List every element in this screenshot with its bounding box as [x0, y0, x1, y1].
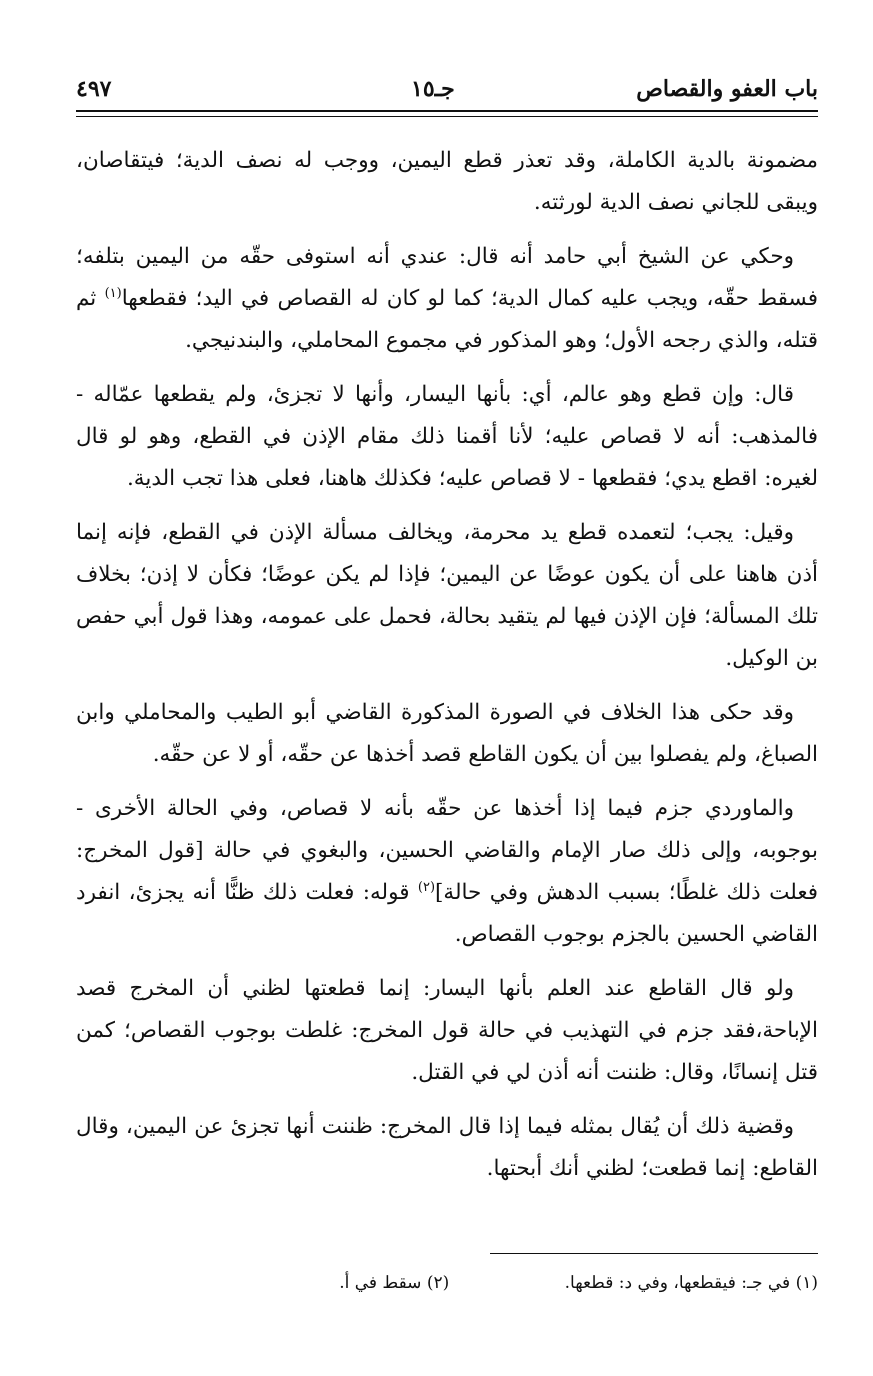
volume-label: جـ١٥: [411, 76, 455, 102]
paragraph: مضمونة بالدية الكاملة، وقد تعذر قطع اليمين، ووجب له نصف الدية؛ فيتقاصان، ويبقى للجاني نصف الدية لورثته.: [76, 148, 818, 215]
main-text: [76, 140, 818, 1202]
header-rule-thin: [76, 116, 818, 117]
page-number: ٤٩٧: [76, 76, 112, 102]
footnote-separator: [490, 1253, 818, 1254]
page-header: [76, 70, 818, 110]
footnote: (٢) سقط في أ.: [339, 1273, 450, 1293]
paragraph: وحكي عن الشيخ أبي حامد أنه قال: عندي أنه استوفى حقّه من اليمين بتلفه؛ فسقط حقّه، ويجب عليه كمال الدية؛ كما لو كان له القصاص في اليد؛ فقطعها$^{(١)}$ ثم قتله، والذي رجحه الأول؛ وهو المذكور في مجموع المحاملي، والبندنيجي.: [76, 244, 818, 353]
paragraph: وقد حكى هذا الخلاف في الصورة المذكورة القاضي أبو الطيب والمحاملي وابن الصباغ، ولم يفصلوا بين أن يكون القاطع قصد أخذها عن حقّه، أو لا عن حقّه.: [76, 700, 818, 767]
footnote: (١) في جـ: فيقطعها، وفي د: قطعها.: [564, 1273, 818, 1293]
paragraph: والماوردي جزم فيما إذا أخذها عن حقّه بأنه لا قصاص، وفي الحالة الأخرى - بوجوبه، وإلى ذلك صار الإمام والقاضي الحسين، والبغوي في حالة [قول المخرج: فعلت ذلك غلطًا؛ بسبب الدهش وفي حالة]$^{(٢)}$ قوله: فعلت ذلك ظنًّا أنه يجزئ، انفرد القاضي الحسين بالجزم بوجوب القصاص.: [76, 796, 819, 947]
chapter-title: باب العفو والقصاص: [636, 76, 818, 102]
header-rule-thick: [76, 110, 818, 112]
footnote-marker: (١): [104, 285, 122, 301]
footnotes: [76, 1268, 818, 1298]
paragraph: ولو قال القاطع عند العلم بأنها اليسار: إنما قطعتها لظني أن المخرج قصد الإباحة،فقد جزم في التهذيب في حالة قول المخرج: غلطت بوجوب القصاص؛ كمن قتل إنسانًا، وقال: ظننت أنه أذن لي في القتل.: [76, 976, 818, 1085]
paragraph: قال: وإن قطع وهو عالم، أي: بأنها اليسار، وأنها لا تجزئ، ولم يقطعها عمّاله - فالمذهب: أنه لا قصاص عليه؛ لأنا أقمنا ذلك مقام الإذن في القطع، وهو لو قال لغيره: اقطع يدي؛ فقطعها - لا قصاص عليه؛ فكذلك هاهنا، فعلى هذا تجب الدية.: [76, 382, 818, 491]
paragraph: وقيل: يجب؛ لتعمده قطع يد محرمة، ويخالف مسألة الإذن في القطع، فإنه إنما أذن هاهنا على أن يكون عوضًا عن اليمين؛ فإذا لم يكن عوضًا؛ فكأن لا إذن؛ بخلاف تلك المسألة؛ فإن الإذن فيها لم يتقيد بحالة، فحمل على عمومه، وهذا قول أبي حفص بن الوكيل.: [76, 520, 818, 671]
paragraph: وقضية ذلك أن يُقال بمثله فيما إذا قال المخرج: ظننت أنها تجزئ عن اليمين، وقال القاطع: إنما قطعت؛ لظني أنك أبحتها.: [76, 1114, 818, 1181]
footnote-marker: (٢): [417, 879, 436, 895]
